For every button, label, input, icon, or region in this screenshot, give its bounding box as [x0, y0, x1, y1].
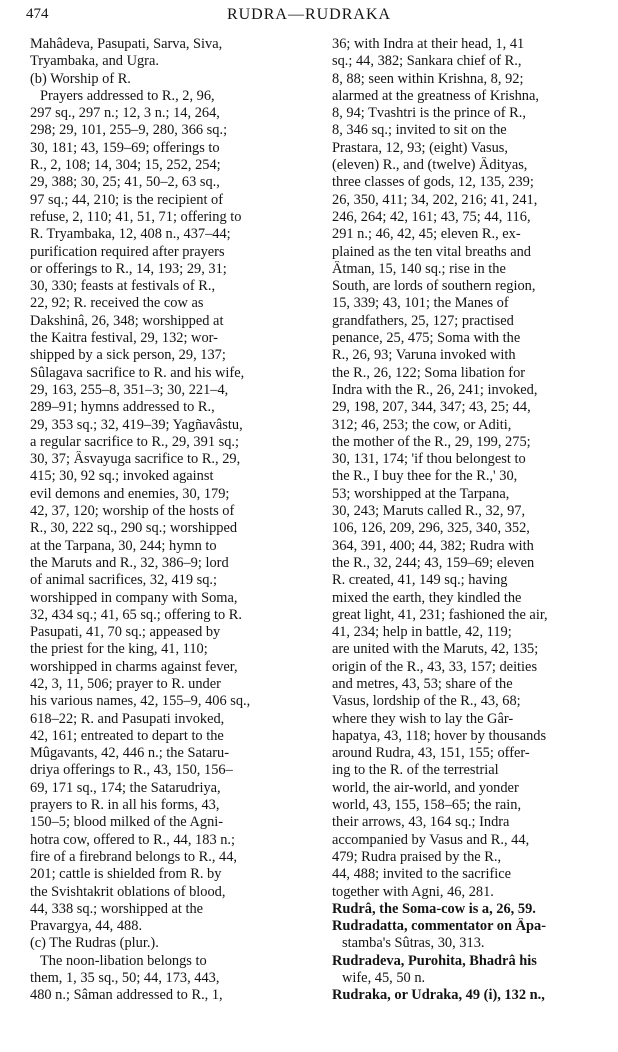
index-line: origin of the R., 43, 33, 157; deities: [332, 658, 538, 675]
index-line: their arrows, 43, 164 sq.; Indra: [332, 814, 510, 831]
index-line: Prayers addressed to R., 2, 96,: [40, 87, 215, 104]
index-line: 29, 198, 207, 344, 347; 43, 25; 44,: [332, 399, 531, 416]
index-line: 479; Rudra praised by the R.,: [332, 848, 502, 865]
index-line: The noon-libation belongs to: [40, 952, 207, 969]
index-line: 44, 488; invited to the sacrifice: [332, 866, 512, 883]
index-line: 30, 37; Âsvayuga sacrifice to R., 29,: [30, 451, 241, 468]
index-line: the Maruts and R., 32, 386–9; lord: [30, 554, 229, 571]
index-line: 44, 338 sq.; worshipped at the: [30, 900, 204, 917]
index-line: hotra cow, offered to R., 44, 183 n.;: [30, 831, 236, 848]
index-line: 480 n.; Sâman addressed to R., 1,: [30, 987, 223, 1004]
index-line: the Svishtakrit oblations of blood,: [30, 883, 226, 900]
index-line: 29, 163, 255–8, 351–3; 30, 221–4,: [30, 381, 229, 398]
index-line: South, are lords of southern region,: [332, 278, 536, 295]
index-line: 415; 30, 92 sq.; invoked against: [30, 468, 214, 485]
index-line: driya offerings to R., 43, 150, 156–: [30, 762, 233, 779]
left-column: [30, 36, 316, 1005]
index-line: R. Tryambaka, 12, 408 n., 437–44;: [30, 226, 231, 243]
index-line: 30, 243; Maruts called R., 32, 97,: [332, 503, 526, 520]
index-line: Dakshinâ, 26, 348; worshipped at: [30, 312, 224, 329]
index-line: 32, 434 sq.; 41, 65 sq.; offering to R.: [30, 606, 242, 623]
index-line: of animal sacrifices, 32, 419 sq.;: [30, 572, 218, 589]
index-line: plained as the ten vital breaths and: [332, 243, 532, 260]
index-line: 30, 181; 43, 159–69; offerings to: [30, 139, 220, 156]
index-line: 15, 339; 43, 101; the Manes of: [332, 295, 509, 312]
index-line: 42, 37, 120; worship of the hosts of: [30, 503, 235, 520]
index-line: R. created, 41, 149 sq.; having: [332, 572, 508, 589]
index-line: and metres, 43, 53; share of the: [332, 675, 513, 692]
index-line: Mûgavants, 42, 446 n.; the Sataru-: [30, 745, 230, 762]
index-line: hapatya, 43, 118; hover by thousands: [332, 727, 547, 744]
index-line: ing to the R. of the terrestrial: [332, 762, 499, 779]
section-heading: (c) The Rudras (plur.).: [30, 935, 159, 952]
index-line: purification required after prayers: [30, 243, 225, 260]
index-line: his various names, 42, 155–9, 406 sq.,: [30, 693, 251, 710]
index-line: the mother of the R., 29, 199, 275;: [332, 433, 531, 450]
index-line: Mahâdeva, Pasupati, Sarva, Siva,: [30, 36, 223, 52]
index-line: Pravargya, 44, 488.: [30, 918, 143, 935]
index-line: 297 sq., 297 n.; 12, 3 n.; 14, 264,: [30, 105, 220, 122]
index-line: three classes of gods, 12, 135, 239;: [332, 174, 534, 191]
index-line: 29, 388; 30, 25; 41, 50–2, 63 sq.,: [30, 174, 220, 191]
index-line: 364, 391, 400; 44, 382; Rudra with: [332, 537, 534, 554]
page-header: [26, 6, 592, 28]
index-line: 246, 264; 42, 161; 43, 75; 44, 116,: [332, 208, 531, 225]
index-line: 30, 330; feasts at festivals of R.,: [30, 278, 216, 295]
index-line: 29, 353 sq.; 32, 419–39; Yagñavâstu,: [30, 416, 243, 433]
index-line: 289–91; hymns addressed to R.,: [30, 399, 215, 416]
index-line: alarmed at the greatness of Krishna,: [332, 87, 539, 104]
index-line: Prastara, 12, 93; (eight) Vasus,: [332, 139, 508, 156]
index-line: 97 sq.; 44, 210; is the recipient of: [30, 191, 224, 208]
index-line: at the Tarpana, 30, 244; hymn to: [30, 537, 217, 554]
page-number: 474: [26, 6, 49, 22]
index-line: 30, 131, 174; 'if thou belongest to: [332, 451, 526, 468]
index-line: 42, 161; entreated to depart to the: [30, 727, 224, 744]
index-line: 298; 29, 101, 255–9, 280, 366 sq.;: [30, 122, 228, 139]
index-line: stamba's Sûtras, 30, 313.: [342, 935, 485, 952]
index-line: R., 30, 222 sq., 290 sq.; worshipped: [30, 520, 238, 537]
index-line: 8, 346 sq.; invited to sit on the: [332, 122, 507, 139]
index-line: them, 1, 35 sq., 50; 44, 173, 443,: [30, 970, 220, 987]
index-line: 201; cattle is shielded from R. by: [30, 866, 222, 883]
index-line: Pasupati, 41, 70 sq.; appeased by: [30, 624, 221, 641]
index-line: shipped by a sick person, 29, 137;: [30, 347, 226, 364]
index-line: the R., 32, 244; 43, 159–69; eleven: [332, 554, 535, 571]
index-line: world, the air-world, and yonder: [332, 779, 519, 796]
index-line: the priest for the king, 41, 110;: [30, 641, 208, 658]
index-line: or offerings to R., 14, 193; 29, 31;: [30, 260, 227, 277]
index-entry-head: Rudraka, or Udraka, 49 (i), 132 n.,: [332, 987, 545, 1004]
index-line: Sûlagava sacrifice to R. and his wife,: [30, 364, 245, 381]
index-line: Tryambaka, and Ugra.: [30, 53, 159, 70]
index-line: sq.; 44, 382; Sankara chief of R.,: [332, 53, 522, 70]
index-line: R., 26, 93; Varuna invoked with: [332, 347, 516, 364]
index-line: great light, 41, 231; fashioned the air,: [332, 606, 548, 623]
right-column: [332, 36, 606, 1005]
section-heading: (b) Worship of R.: [30, 70, 131, 87]
index-line: Âtman, 15, 140 sq.; rise in the: [332, 260, 506, 277]
index-line: mixed the earth, they kindled the: [332, 589, 522, 606]
index-line: penance, 25, 475; Soma with the: [332, 330, 521, 347]
index-line: world, 43, 155, 158–65; the rain,: [332, 797, 522, 814]
index-entry-head: Rudradatta, commentator on Âpa-: [332, 918, 546, 935]
index-line: 36; with Indra at their head, 1, 41: [332, 36, 525, 52]
index-line: around Rudra, 43, 151, 155; offer-: [332, 745, 530, 762]
index-line: 8, 88; seen within Krishna, 8, 92;: [332, 70, 524, 87]
index-line: 42, 3, 11, 506; prayer to R. under: [30, 675, 221, 692]
index-line: 41, 234; help in battle, 42, 119;: [332, 624, 512, 641]
index-line: where they wish to lay the Gâr-: [332, 710, 514, 727]
index-line: 618–22; R. and Pasupati invoked,: [30, 710, 225, 727]
index-line: together with Agni, 46, 281.: [332, 883, 494, 900]
index-line: wife, 45, 50 n.: [342, 970, 426, 987]
index-line: evil demons and enemies, 30, 179;: [30, 485, 230, 502]
index-line: the R., 26, 122; Soma libation for: [332, 364, 526, 381]
index-line: refuse, 2, 110; 41, 51, 71; offering to: [30, 208, 242, 225]
index-line: 69, 171 sq., 174; the Satarudriya,: [30, 779, 221, 796]
index-line: grandfathers, 25, 127; practised: [332, 312, 514, 329]
index-entry-head: Rudrâ, the Soma-cow is a, 26, 59.: [332, 900, 536, 917]
running-head: RUDRA—RUDRAKA: [226, 6, 392, 23]
index-line: the Kaitra festival, 29, 132; wor-: [30, 330, 218, 347]
index-line: R., 2, 108; 14, 304; 15, 252, 254;: [30, 157, 221, 174]
index-line: 8, 94; Tvashtri is the prince of R.,: [332, 105, 526, 122]
index-line: 150–5; blood milked of the Agni-: [30, 814, 224, 831]
index-line: (eleven) R., and (twelve) Âdityas,: [332, 157, 528, 174]
index-line: 291 n.; 46, 42, 45; eleven R., ex-: [332, 226, 521, 243]
index-line: 22, 92; R. received the cow as: [30, 295, 204, 312]
index-line: a regular sacrifice to R., 29, 391 sq.;: [30, 433, 240, 450]
index-line: Indra with the R., 26, 241; invoked,: [332, 381, 538, 398]
index-line: worshipped in company with Soma,: [30, 589, 238, 606]
index-line: the R., I buy thee for the R.,' 30,: [332, 468, 518, 485]
index-line: Vasus, lordship of the R., 43, 68;: [332, 693, 521, 710]
index-line: worshipped in charms against fever,: [30, 658, 238, 675]
index-line: 53; worshipped at the Tarpana,: [332, 485, 510, 502]
index-line: accompanied by Vasus and R., 44,: [332, 831, 530, 848]
index-line: 106, 126, 209, 296, 325, 340, 352,: [332, 520, 530, 537]
index-line: 312; 46, 253; the cow, or Aditi,: [332, 416, 512, 433]
index-line: 26, 350, 411; 34, 202, 216; 41, 241,: [332, 191, 538, 208]
index-line: are united with the Maruts, 42, 135;: [332, 641, 539, 658]
index-line: fire of a firebrand belongs to R., 44,: [30, 848, 238, 865]
index-entry-head: Rudradeva, Purohita, Bhadrâ his: [332, 952, 537, 969]
index-line: prayers to R. in all his forms, 43,: [30, 797, 220, 814]
